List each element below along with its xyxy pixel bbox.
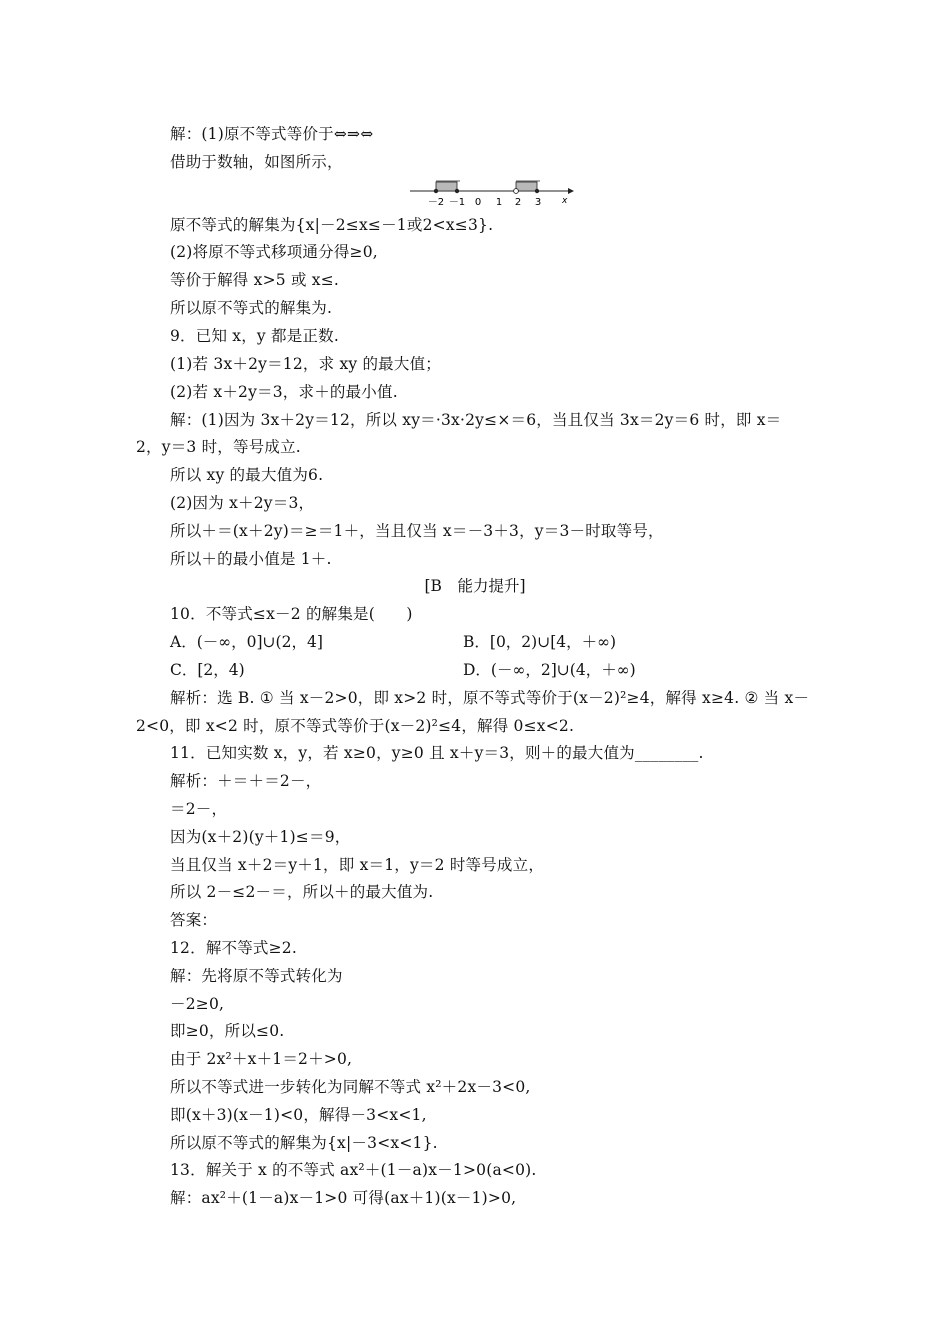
closed-point-icon	[455, 189, 459, 193]
tick-label: 2	[514, 197, 522, 208]
section-heading: [B 能力提升]	[424, 577, 526, 595]
text-line: (2)将原不等式移项通分得≥0,	[170, 243, 378, 261]
text-line: (2)因为 x＋2y＝3，	[170, 494, 315, 512]
axis-arrow-icon	[568, 188, 574, 194]
text-line: 即≥0，所以≤0.	[170, 1022, 285, 1040]
open-point-icon	[514, 189, 519, 194]
option-a: A．(－∞，0]∪(2，4]	[170, 633, 323, 651]
text-line: 所以 2－≤2－＝，所以＋的最大值为.	[170, 883, 434, 901]
text-line: 解：先将原不等式转化为	[170, 967, 343, 985]
question-11: 11．已知实数 x，y，若 x≥0，y≥0 且 x＋y＝3，则＋的最大值为________.	[170, 744, 704, 762]
option-d: D．(－∞，2]∪(4，＋∞)	[463, 661, 636, 679]
question-13: 13．解关于 x 的不等式 ax²＋(1－a)x－1>0(a<0).	[170, 1161, 537, 1179]
text-line: 所以 xy 的最大值为6.	[170, 466, 324, 484]
shaded-interval-right	[516, 182, 537, 191]
text-line: 解：ax²＋(1－a)x－1>0 可得(ax＋1)(x－1)>0,	[170, 1189, 517, 1207]
text-line: 所以＋＝(x＋2y)＝≥＝1＋，当且仅当 x＝－3＋3，y＝3－时取等号，	[170, 522, 664, 540]
text-line: 答案：	[170, 911, 218, 929]
question-12: 12．解不等式≥2.	[170, 939, 297, 957]
text-line: 解：(1)因为 3x＋2y＝12，所以 xy＝·3x·2y≤×＝6，当且仅当 3x＝2y＝6 时，即 x＝	[170, 411, 782, 429]
shaded-interval-left	[436, 182, 457, 191]
text-line: 解：(1)原不等式等价于⇔⇒⇔	[170, 125, 374, 143]
tick-label: 1	[495, 197, 503, 208]
question-9: 9．已知 x，y 都是正数.	[170, 327, 339, 345]
text-line: 因为(x＋2)(y＋1)≤＝9，	[170, 828, 351, 846]
text-line: 2，y＝3 时，等号成立.	[136, 438, 301, 456]
option-b: B．[0，2)∪[4，＋∞)	[463, 633, 617, 651]
text-line: 解析：选 B. ① 当 x－2>0，即 x>2 时，原不等式等价于(x－2)²≥4，解得 x≥4. ② 当 x－	[170, 689, 810, 707]
tick-label: 3	[534, 197, 542, 208]
text-line: 所以原不等式的解集为.	[170, 299, 333, 317]
text-line: 2<0，即 x<2 时，原不等式等价于(x－2)²≤4，解得 0≤x<2.	[136, 717, 575, 735]
number-line-figure	[410, 178, 575, 208]
tick-label: －1	[448, 197, 466, 208]
tick-label: －2	[427, 197, 445, 208]
text-line: 即(x＋3)(x－1)<0，解得－3<x<1,	[170, 1106, 427, 1124]
text-line: 原不等式的解集为{x|－2≤x≤－1或2<x≤3}.	[170, 216, 494, 234]
text-line: 等价于解得 x>5 或 x≤.	[170, 271, 340, 289]
text-line: (2)若 x＋2y＝3，求＋的最小值.	[170, 383, 398, 401]
closed-point-icon	[434, 189, 438, 193]
question-10: 10．不等式≤x－2 的解集是( )	[170, 605, 413, 623]
tick-label: 0	[474, 197, 482, 208]
text-line: 当且仅当 x＋2＝y＋1，即 x＝1，y＝2 时等号成立，	[170, 856, 545, 874]
axis-label: x	[562, 196, 568, 206]
text-line: 所以原不等式的解集为{x|－3<x<1}.	[170, 1134, 438, 1152]
text-line: 由于 2x²＋x＋1＝2＋>0,	[170, 1050, 353, 1068]
text-line: (1)若 3x＋2y＝12，求 xy 的最大值；	[170, 355, 441, 373]
text-line: 借助于数轴，如图所示，	[170, 153, 343, 171]
text-line: 所以＋的最小值是 1＋.	[170, 550, 332, 568]
text-line: 解析：＋＝＋＝2－，	[170, 772, 322, 790]
text-line: －2≥0,	[170, 995, 225, 1013]
option-c: C．[2，4)	[170, 661, 245, 679]
text-line: ＝2－，	[170, 800, 228, 818]
closed-point-icon	[535, 189, 539, 193]
text-line: 所以不等式进一步转化为同解不等式 x²＋2x－3<0,	[170, 1078, 531, 1096]
